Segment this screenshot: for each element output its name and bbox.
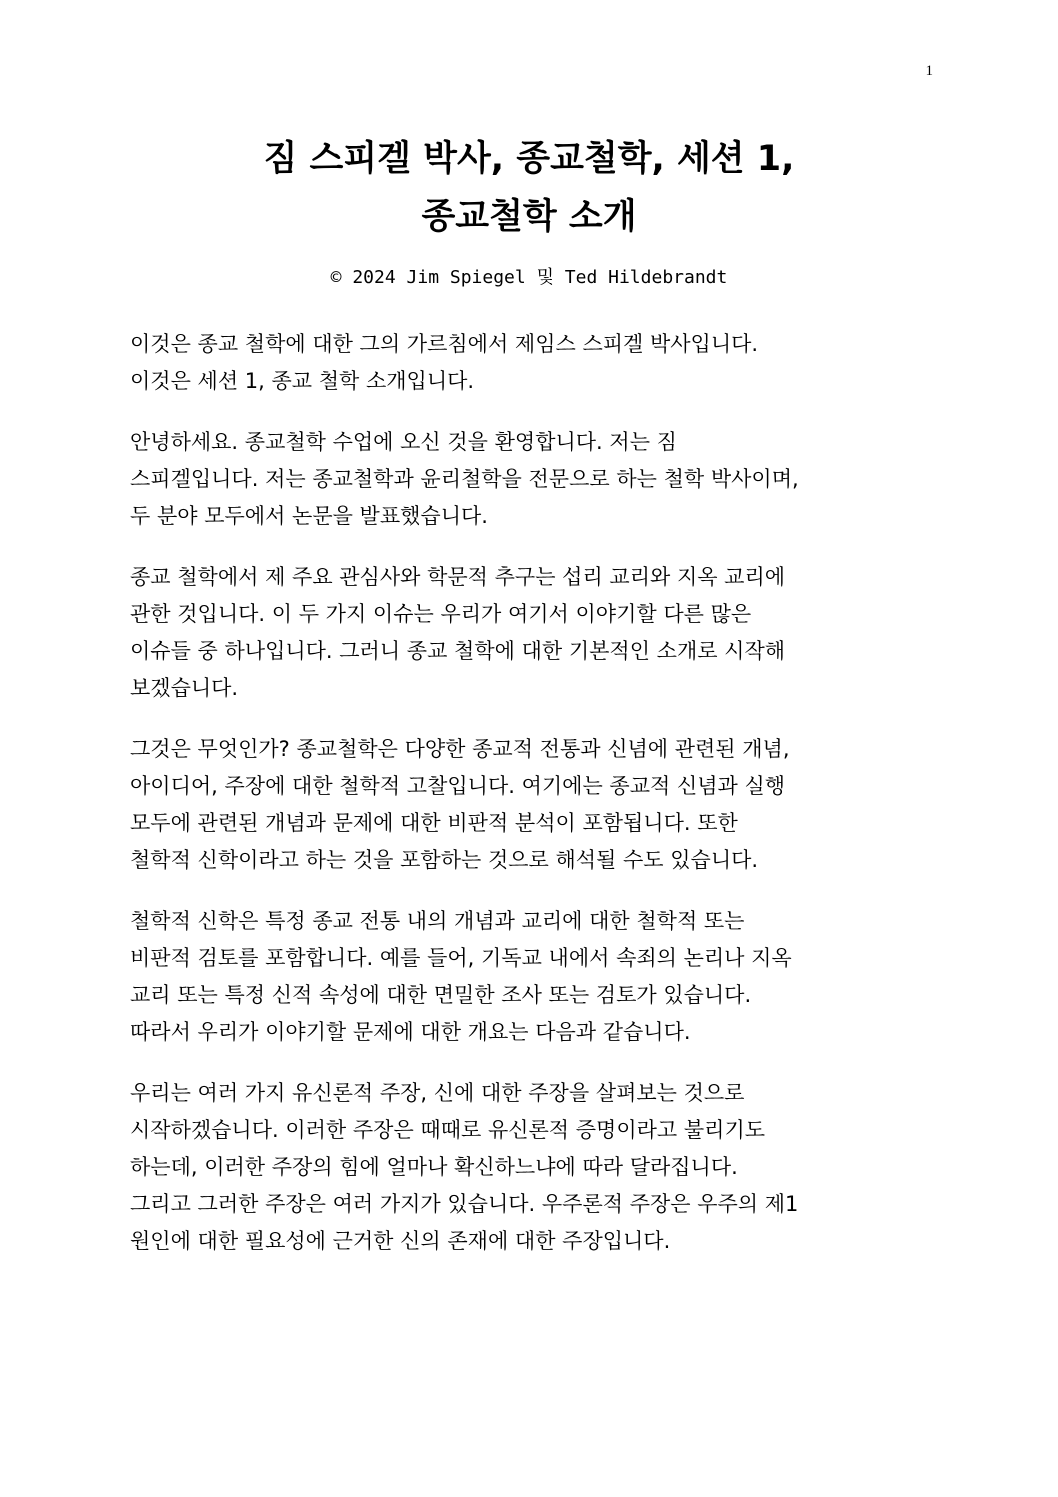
text-line: 이것은 세션 1, 종교 철학 소개입니다. — [130, 369, 475, 393]
copyright-conjunction: 및 — [536, 267, 554, 288]
text-line: 우리는 여러 가지 유신론적 주장, 신에 대한 주장을 살펴보는 것으로 — [130, 1081, 745, 1105]
text-line: 시작하겠습니다. 이러한 주장은 때때로 유신론적 증명이라고 불리기도 — [130, 1118, 766, 1142]
text-line: 교리 또는 특정 신적 속성에 대한 면밀한 조사 또는 검토가 있습니다. — [130, 983, 752, 1007]
paragraph-theistic-arguments — [130, 1075, 935, 1260]
text-line: 철학적 신학이라고 하는 것을 포함하는 것으로 해석될 수도 있습니다. — [130, 848, 759, 872]
text-line: 이슈들 중 하나입니다. 그러니 종교 철학에 대한 기본적인 소개로 시작해 — [130, 639, 786, 663]
text-line: 안녕하세요. 종교철학 수업에 오신 것을 환영합니다. 저는 짐 — [130, 430, 677, 454]
text-line: 스피겔입니다. 저는 종교철학과 윤리철학을 전문으로 하는 철학 박사이며, — [130, 467, 799, 491]
copyright-line — [0, 264, 1058, 292]
paragraph-philosophical-theology — [130, 903, 935, 1051]
text-line: 두 분야 모두에서 논문을 발표했습니다. — [130, 504, 488, 528]
text-line: 종교 철학에서 제 주요 관심사와 학문적 추구는 섭리 교리와 지옥 교리에 — [130, 565, 786, 589]
text-line: 아이디어, 주장에 대한 철학적 고찰입니다. 여기에는 종교적 신념과 실행 — [130, 774, 786, 798]
text-line: 보겠습니다. — [130, 676, 239, 700]
text-line: 하는데, 이러한 주장의 힘에 얼마나 확신하느냐에 따라 달라집니다. — [130, 1155, 738, 1179]
text-line: 철학적 신학은 특정 종교 전통 내의 개념과 교리에 대한 철학적 또는 — [130, 909, 745, 933]
text-line: 그것은 무엇인가? 종교철학은 다양한 종교적 전통과 신념에 관련된 개념, — [130, 737, 790, 761]
page-number: 1 — [925, 63, 933, 79]
text-line: 비판적 검토를 포함합니다. 예를 들어, 기독교 내에서 속죄의 논리나 지옥 — [130, 946, 792, 970]
document-body — [130, 326, 935, 1284]
text-line: 관한 것입니다. 이 두 가지 이슈는 우리가 여기서 이야기할 다른 많은 — [130, 602, 752, 626]
paragraph-intro — [130, 326, 935, 400]
text-line: 이것은 종교 철학에 대한 그의 가르침에서 제임스 스피겔 박사입니다. — [130, 332, 759, 356]
paragraph-interests — [130, 559, 935, 707]
text-line: 원인에 대한 필요성에 근거한 신의 존재에 대한 주장입니다. — [130, 1229, 671, 1253]
text-line: 그리고 그러한 주장은 여러 가지가 있습니다. 우주론적 주장은 우주의 제1 — [130, 1192, 799, 1216]
document-title — [0, 130, 1058, 246]
copyright-left: © 2024 Jim Spiegel — [330, 267, 537, 288]
title-line-1: 짐 스피겔 박사, 종교철학, 세션 1, — [263, 139, 795, 179]
text-line: 따라서 우리가 이야기할 문제에 대한 개요는 다음과 같습니다. — [130, 1020, 691, 1044]
text-line: 모두에 관련된 개념과 문제에 대한 비판적 분석이 포함됩니다. 또한 — [130, 811, 738, 835]
paragraph-definition — [130, 731, 935, 879]
paragraph-greeting — [130, 424, 935, 535]
copyright-right: Ted Hildebrandt — [553, 267, 728, 288]
title-line-2: 종교철학 소개 — [421, 197, 637, 237]
